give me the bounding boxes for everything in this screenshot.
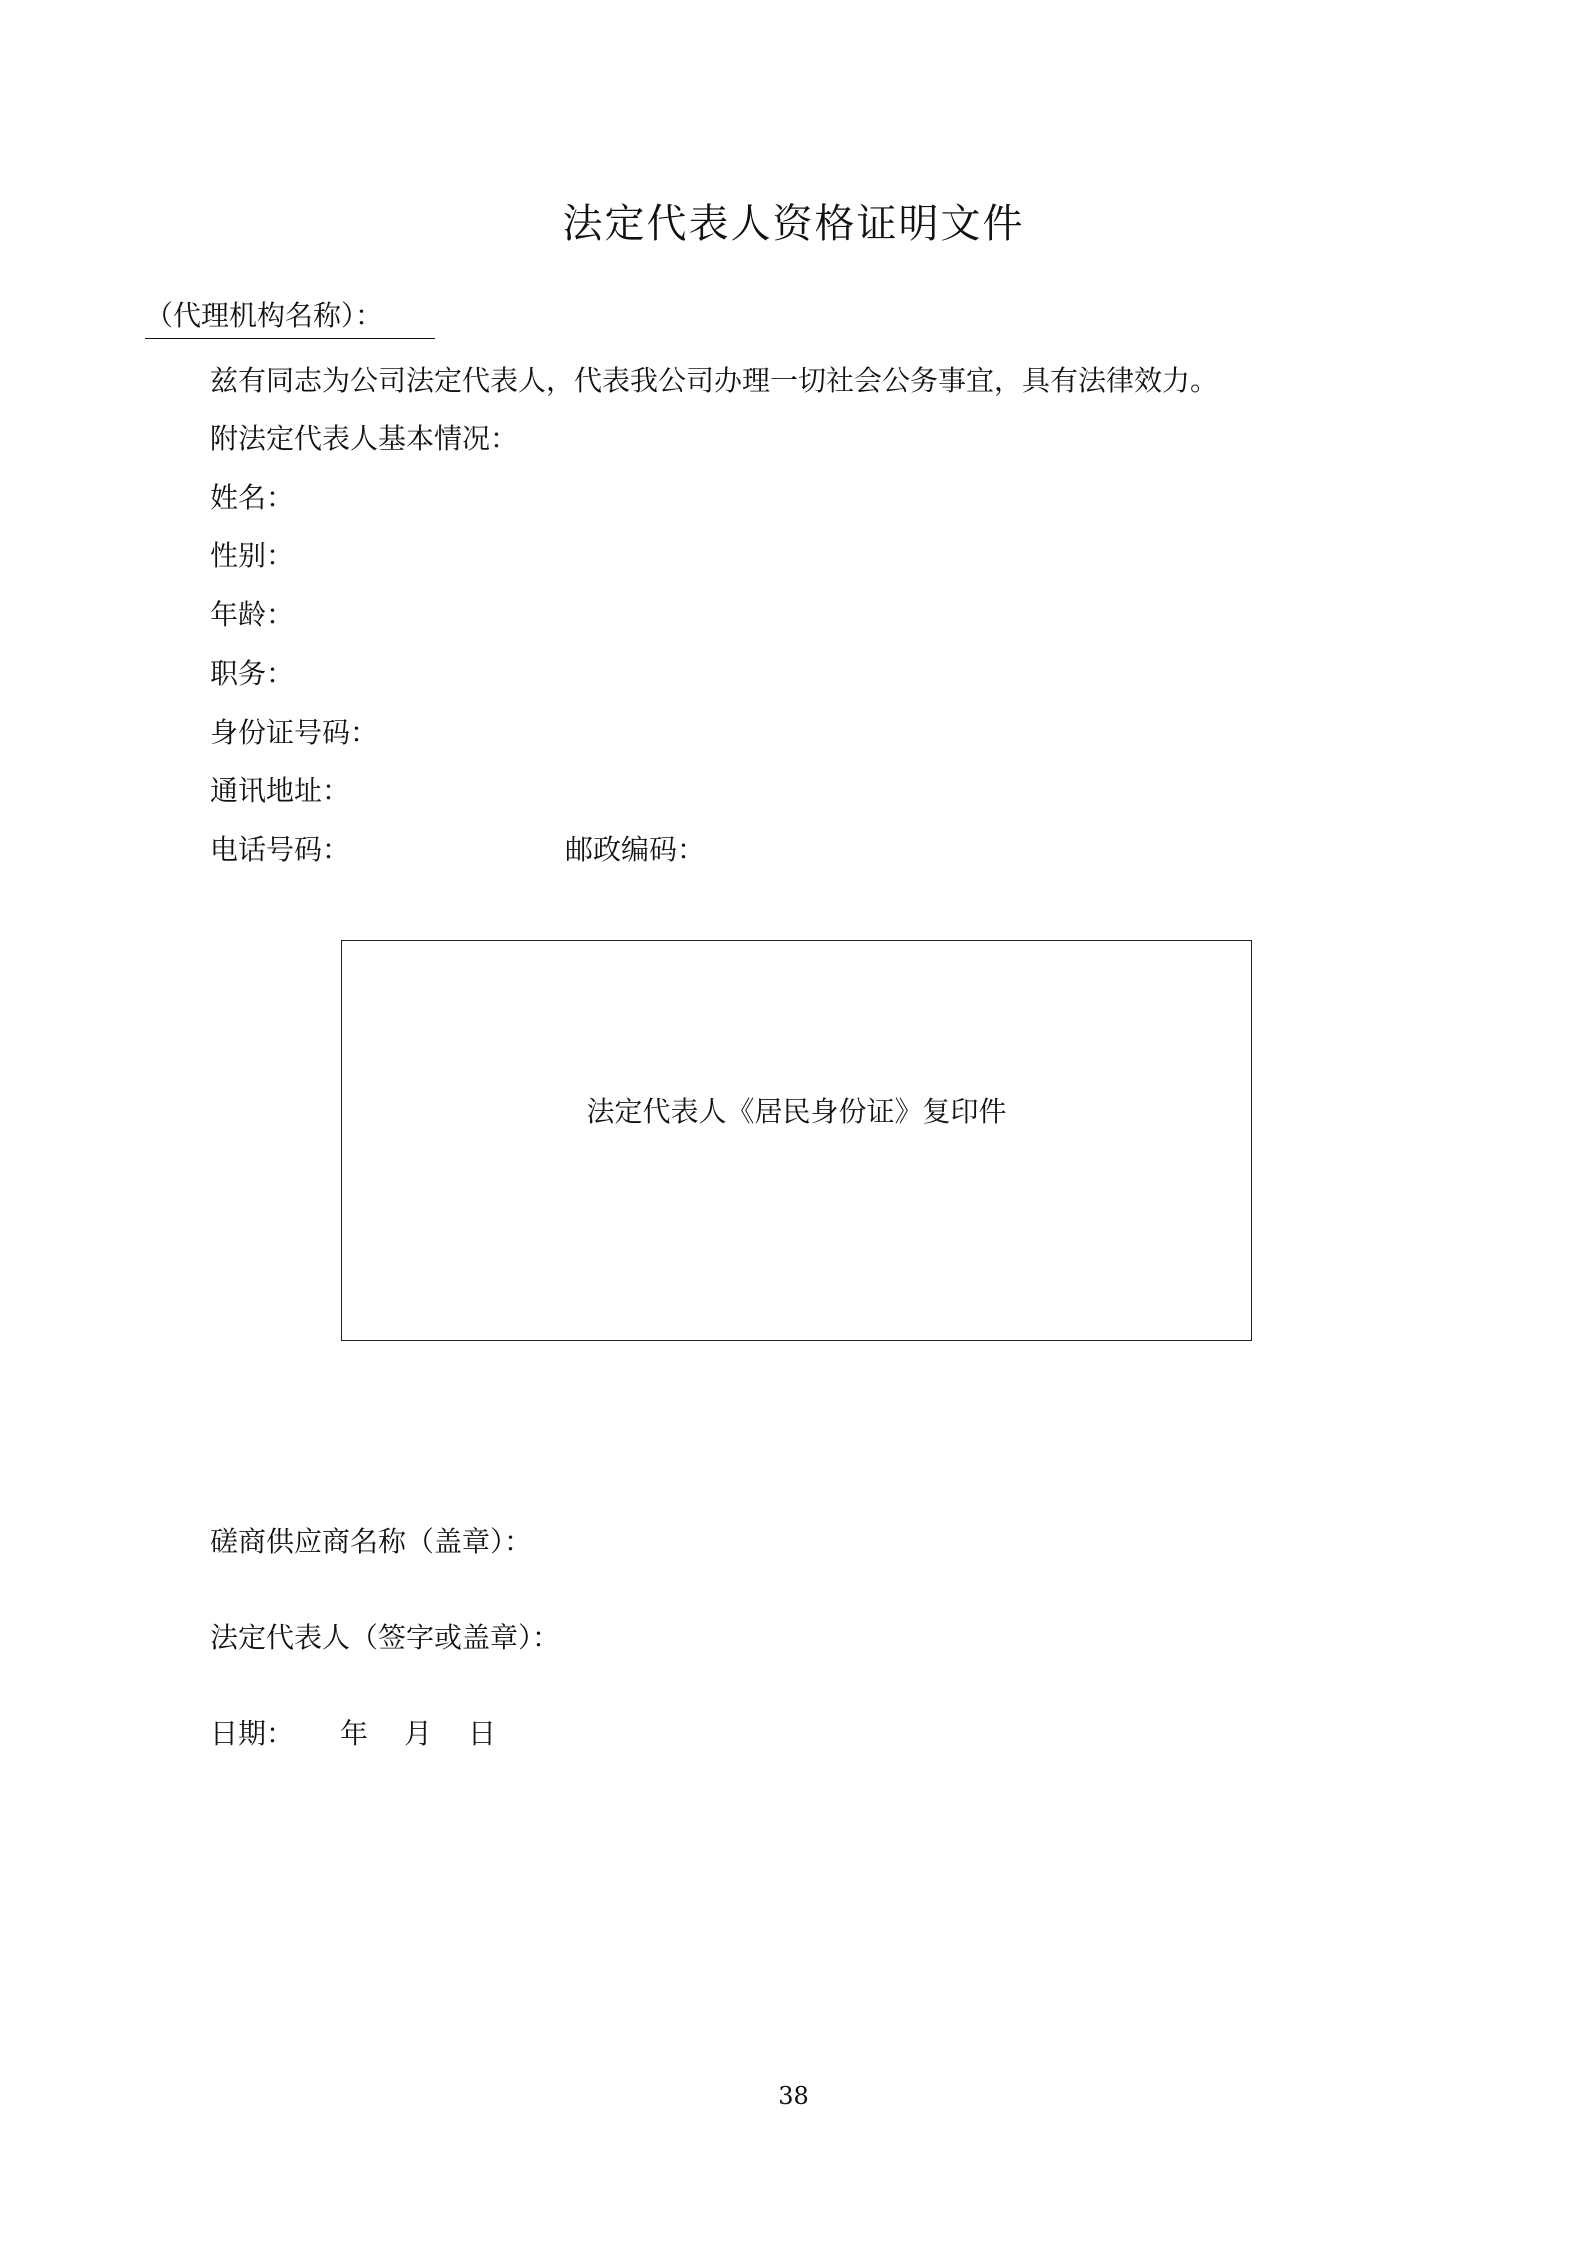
id-card-copy-label: 法定代表人《居民身份证》复印件	[586, 1095, 1007, 1128]
supplier-seal-line: 磋商供应商名称（盖章）：	[210, 1525, 533, 1558]
date-month: 月	[404, 1717, 433, 1750]
field-position: 职务：	[210, 657, 295, 690]
date-year: 年	[340, 1717, 369, 1750]
page-number: 38	[778, 2082, 809, 2110]
field-id-number: 身份证号码：	[210, 716, 379, 749]
field-postcode: 邮政编码：	[565, 833, 706, 866]
field-gender: 性别：	[210, 539, 295, 572]
date-label: 日期：	[210, 1717, 295, 1750]
legal-rep-signature-line: 法定代表人（签字或盖章）：	[210, 1621, 561, 1654]
field-name: 姓名：	[210, 481, 295, 514]
date-line	[210, 1716, 496, 1752]
id-card-copy-box	[341, 940, 1252, 1341]
date-day: 日	[468, 1717, 497, 1750]
field-phone: 电话号码：	[210, 833, 351, 866]
statement-text: 兹有同志为公司法定代表人，代表我公司办理一切社会公务事宜，具有法律效力。	[210, 364, 1219, 397]
page-title: 法定代表人资格证明文件	[562, 201, 1025, 247]
field-age: 年龄：	[210, 598, 295, 631]
info-heading: 附法定代表人基本情况：	[210, 422, 519, 455]
addressee-line: （代理机构名称）：	[145, 298, 435, 339]
field-address: 通讯地址：	[210, 774, 351, 807]
